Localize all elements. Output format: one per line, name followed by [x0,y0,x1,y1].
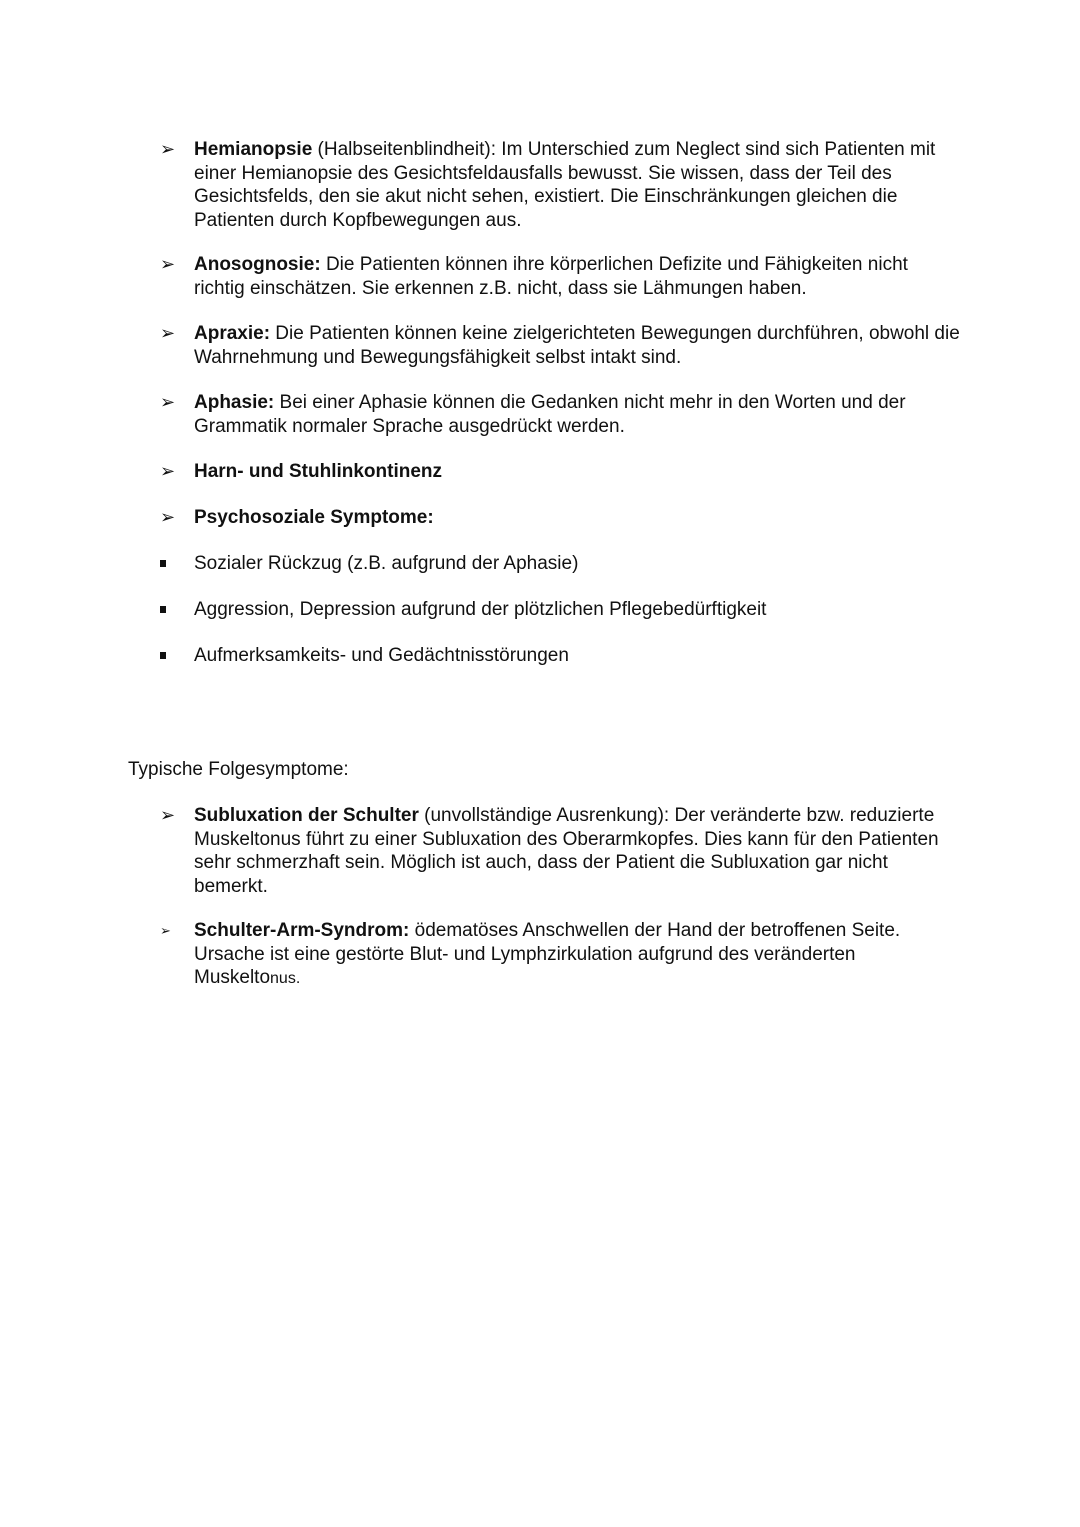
list-item-schulter-arm-syndrom [160,919,960,991]
arrow-bullet-icon: ➢ [160,139,176,159]
arrow-bullet-icon: ➢ [160,507,176,527]
term: Hemianopsie [194,139,313,160]
term: Anosognosie: [194,254,321,275]
square-bullet-icon [160,560,166,567]
description-suffix: nus. [270,970,301,987]
term: Psychosoziale Symptome: [194,507,434,528]
list-item-apraxie [160,322,960,369]
description: Aufmerksamkeits- und Gedächtnisstörungen [194,645,569,666]
description: Die Patienten können ihre körperlichen Defizite und Fähigkeiten nicht richtig einschätzen. Sie erkennen z.B. nicht, dass sie Lähmungen haben. [194,254,908,299]
description: ödematöses Anschwellen der Hand der betroffenen Seite. Ursache ist eine gestörte Blut- und Lymphzirkulation aufgrund des veränderten Muskelto [194,920,901,988]
description: Sozialer Rückzug (z.B. aufgrund der Aphasie) [194,553,579,574]
square-bullet-icon [160,652,166,659]
section-heading: Typische Folgesymptome: [128,759,349,780]
term: Aphasie: [194,392,275,413]
arrow-bullet-icon: ➢ [160,323,176,343]
list-item-hemianopsie [160,138,960,232]
term: Subluxation der Schulter [194,805,419,826]
list-item-anosognosie [160,253,960,300]
list-item-sozialer-rueckzug [160,552,960,576]
list-item-inkontinenz [160,460,960,484]
arrow-bullet-icon: ➢ [160,805,176,825]
arrow-bullet-icon: ➢ [160,254,176,274]
term: Schulter-Arm-Syndrom: [194,920,410,941]
description: (Halbseitenblindheit): Im Unterschied zum Neglect sind sich Patienten mit einer Hemianopsie des Gesichtsfeldausfalls bewusst. Sie wissen, dass der Teil des Gesichtsfelds, den sie akut nicht sehen, existiert. Die Einschränkungen gleichen die Patienten durch Kopfbewegungen aus. [194,139,936,231]
list-item-subluxation [160,804,960,898]
square-bullet-icon [160,606,166,613]
term: Apraxie: [194,323,271,344]
term: Harn- und Stuhlinkontinenz [194,461,443,482]
description: (unvollständige Ausrenkung): Der veränderte bzw. reduzierte Muskeltonus führt zu einer Subluxation des Oberarmkopfes. Dies kann für den Patienten sehr schmerzhaft sein. Möglich ist auch, dass der Patient die Subluxation gar nicht bemerkt. [194,805,939,897]
arrow-bullet-icon: ➢ [160,923,171,938]
list-item-psychosoziale-symptome [160,506,960,530]
list-item-aphasie [160,391,960,438]
arrow-bullet-icon: ➢ [160,461,176,481]
list-item-aggression [160,598,960,622]
description: Die Patienten können keine zielgerichteten Bewegungen durchführen, obwohl die Wahrnehmung und Bewegungsfähigkeit selbst intakt sind. [194,323,960,368]
description: Bei einer Aphasie können die Gedanken nicht mehr in den Worten und der Grammatik normaler Sprache ausgedrückt werden. [194,392,906,437]
list-item-aufmerksamkeit [160,644,960,668]
description: Aggression, Depression aufgrund der plötzlichen Pflegebedürftigkeit [194,599,767,620]
arrow-bullet-icon: ➢ [160,392,176,412]
